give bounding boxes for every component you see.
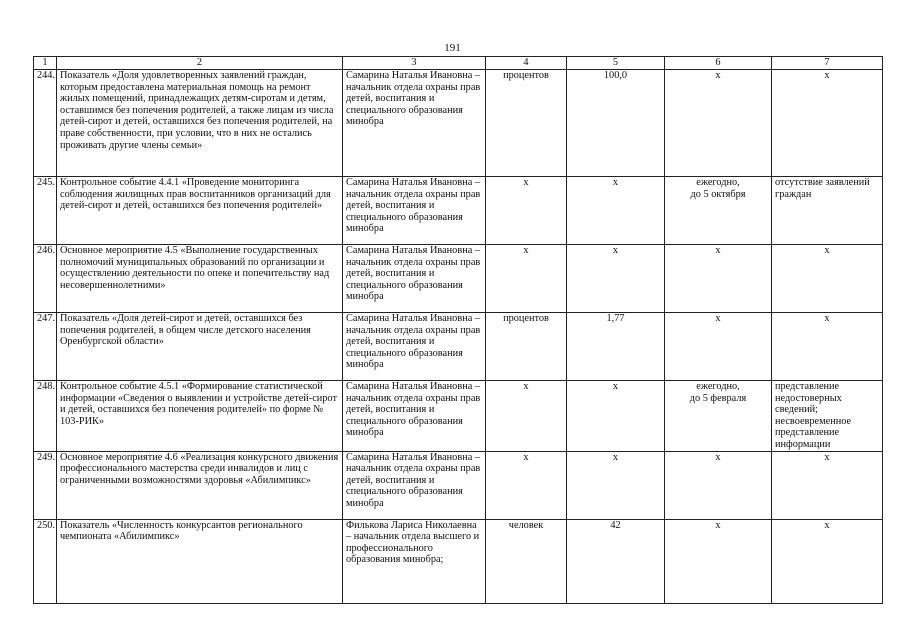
row-unit: х (486, 177, 567, 245)
row-name: Контрольное событие 4.4.1 «Проведение мониторинга соблюдения жилищных прав воспитанников организаций для детей-сирот и детей, оставшихся без попечения родителей» (57, 177, 343, 245)
row-deadline: ежегодно, до 5 октября (665, 177, 772, 245)
row-value: х (567, 381, 665, 452)
column-header: 1 (34, 57, 57, 70)
column-header: 3 (343, 57, 486, 70)
row-name: Показатель «Доля удовлетворенных заявлений граждан, которым предоставлена материальная помощь на ремонт жилых помещений, принадлежащих детям-сиротам и детям, оставшимся без попечения родителей, а также лицам из числа детей-сирот и детей, оставшихся без попечения родителей, на праве собственности, при условии, что в них не остались проживать другие члены семьи» (57, 70, 343, 177)
row-unit: х (486, 381, 567, 452)
programme-table (33, 56, 883, 604)
column-header: 5 (567, 57, 665, 70)
row-deadline: х (665, 245, 772, 313)
row-result: отсутствие заявлений граждан (772, 177, 883, 245)
table-row (34, 519, 883, 603)
row-result: представление недостоверных сведений; несвоевременное представление информации (772, 381, 883, 452)
row-number: 246. (34, 245, 57, 313)
column-header: 2 (57, 57, 343, 70)
row-value: 42 (567, 519, 665, 603)
page-number: 191 (444, 42, 461, 54)
row-value: 100,0 (567, 70, 665, 177)
row-unit: процентов (486, 313, 567, 381)
row-number: 248. (34, 381, 57, 452)
row-name: Контрольное событие 4.5.1 «Формирование статистической информации «Сведения о выявлении и устройстве детей-сирот и детей, оставшихся без попечения родителей» по форме № 103-РИК» (57, 381, 343, 452)
row-unit: человек (486, 519, 567, 603)
row-result: х (772, 519, 883, 603)
row-value: х (567, 451, 665, 519)
row-unit: процентов (486, 70, 567, 177)
row-value: х (567, 177, 665, 245)
row-responsible: Самарина Наталья Ивановна – начальник отдела охраны прав детей, воспитания и специального образования минобра (343, 381, 486, 452)
table-row (34, 177, 883, 245)
row-number: 249. (34, 451, 57, 519)
row-deadline: х (665, 519, 772, 603)
column-header: 7 (772, 57, 883, 70)
row-result: х (772, 245, 883, 313)
row-deadline: х (665, 451, 772, 519)
row-result: х (772, 313, 883, 381)
row-responsible: Самарина Наталья Ивановна – начальник отдела охраны прав детей, воспитания и специального образования минобра (343, 451, 486, 519)
row-value: х (567, 245, 665, 313)
row-number: 244. (34, 70, 57, 177)
table-row (34, 70, 883, 177)
row-responsible: Филькова Лариса Николаевна – начальник отдела высшего и профессионального образования минобра; (343, 519, 486, 603)
table-row (34, 245, 883, 313)
row-responsible: Самарина Наталья Ивановна – начальник отдела охраны прав детей, воспитания и специального образования минобра (343, 313, 486, 381)
row-value: 1,77 (567, 313, 665, 381)
row-result: х (772, 451, 883, 519)
row-number: 247. (34, 313, 57, 381)
row-deadline: х (665, 313, 772, 381)
row-result: х (772, 70, 883, 177)
row-responsible: Самарина Наталья Ивановна – начальник отдела охраны прав детей, воспитания и специального образования минобра (343, 245, 486, 313)
row-name: Основное мероприятие 4.6 «Реализация конкурсного движения профессионального мастерства среди инвалидов и лиц с ограниченными возможностями здоровья «Абилимпикс» (57, 451, 343, 519)
row-unit: х (486, 451, 567, 519)
table-row (34, 451, 883, 519)
column-header: 6 (665, 57, 772, 70)
row-responsible: Самарина Наталья Ивановна – начальник отдела охраны прав детей, воспитания и специального образования минобра (343, 177, 486, 245)
column-header: 4 (486, 57, 567, 70)
row-name: Показатель «Численность конкурсантов регионального чемпионата «Абилимпикс» (57, 519, 343, 603)
row-name: Основное мероприятие 4.5 «Выполнение государственных полномочий муниципальных образований по организации и осуществлению деятельности по опеке и попечительству над несовершеннолетними» (57, 245, 343, 313)
table-row (34, 313, 883, 381)
column-number-row (34, 57, 883, 70)
table-row (34, 381, 883, 452)
row-deadline: ежегодно, до 5 февраля (665, 381, 772, 452)
row-number: 245. (34, 177, 57, 245)
row-number: 250. (34, 519, 57, 603)
row-deadline: х (665, 70, 772, 177)
row-unit: х (486, 245, 567, 313)
row-responsible: Самарина Наталья Ивановна – начальник отдела охраны прав детей, воспитания и специального образования минобра (343, 70, 486, 177)
row-name: Показатель «Доля детей-сирот и детей, оставшихся без попечения родителей, в общем числе детского населения Оренбургской области» (57, 313, 343, 381)
